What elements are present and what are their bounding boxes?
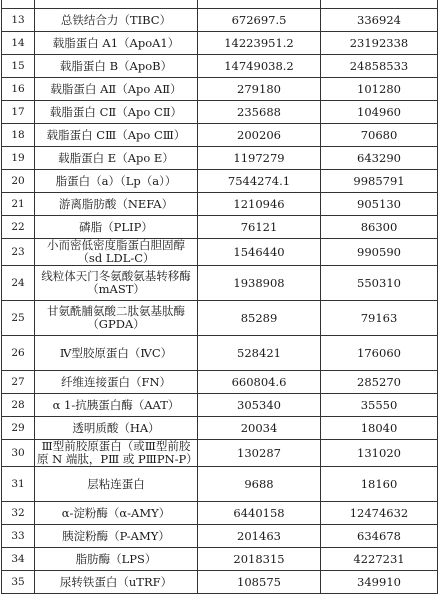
item-name-cell: 甘氨酰脯氨酸二肽氨基肽酶（GPDA） <box>35 301 198 336</box>
value-a-cell: 20034 <box>198 417 321 440</box>
table-row <box>2 394 438 417</box>
row-number-cell: 25 <box>2 301 35 336</box>
row-number-cell: 29 <box>2 417 35 440</box>
item-name-cell: 载脂蛋白 CⅡ（Apo CⅡ） <box>35 101 198 124</box>
table-row <box>2 9 438 32</box>
item-name-cell: 游离脂肪酸（NEFA） <box>35 193 198 216</box>
value-a-cell: 672697.5 <box>198 9 321 32</box>
item-name-cell: 载脂蛋白 B（ApoB） <box>35 55 198 78</box>
row-number-cell: 30 <box>2 440 35 467</box>
table-row <box>2 239 438 266</box>
value-b-cell: 104960 <box>321 101 438 124</box>
value-b-cell: 86300 <box>321 216 438 239</box>
table-row <box>2 55 438 78</box>
table-row <box>2 548 438 571</box>
table-row <box>2 101 438 124</box>
value-b-cell: 24858533 <box>321 55 438 78</box>
value-b-cell: 70680 <box>321 124 438 147</box>
table-row <box>2 371 438 394</box>
value-a-cell: 528421 <box>198 336 321 371</box>
row-number-cell: 28 <box>2 394 35 417</box>
row-number-cell: 33 <box>2 525 35 548</box>
value-a-cell: 200206 <box>198 124 321 147</box>
value-a-cell: 7544274.1 <box>198 170 321 193</box>
item-name-cell: 载脂蛋白 AⅡ（Apo AⅡ） <box>35 78 198 101</box>
row-number-cell: 21 <box>2 193 35 216</box>
item-name-cell: 磷脂（PLIP） <box>35 216 198 239</box>
value-b-cell: 176060 <box>321 336 438 371</box>
value-b-cell: 35550 <box>321 394 438 417</box>
value-b-cell: 18160 <box>321 467 438 502</box>
value-a-cell: 1546440 <box>198 239 321 266</box>
value-a-cell: 108575 <box>198 571 321 594</box>
row-number-cell: 27 <box>2 371 35 394</box>
table-row <box>2 32 438 55</box>
value-b-cell: 9985791 <box>321 170 438 193</box>
value-b-cell: 4227231 <box>321 548 438 571</box>
table-row-partial <box>2 0 438 9</box>
value-a-cell: 1197279 <box>198 147 321 170</box>
value-b-cell: 905130 <box>321 193 438 216</box>
value-b-cell: 18040 <box>321 417 438 440</box>
table-row <box>2 336 438 371</box>
item-name-cell: 胰淀粉酶（P-AMY） <box>35 525 198 548</box>
row-number-cell: 20 <box>2 170 35 193</box>
row-number-cell: 16 <box>2 78 35 101</box>
row-number-cell: 26 <box>2 336 35 371</box>
row-number-cell: 19 <box>2 147 35 170</box>
item-name-cell <box>35 0 198 9</box>
item-name-cell: 纤维连接蛋白（FN） <box>35 371 198 394</box>
row-number-cell: 24 <box>2 266 35 301</box>
table-row <box>2 301 438 336</box>
value-a-cell: 2018315 <box>198 548 321 571</box>
table-row <box>2 417 438 440</box>
item-name-cell: 透明质酸（HA） <box>35 417 198 440</box>
item-name-cell: α-淀粉酶（α-AMY） <box>35 502 198 525</box>
item-name-cell: 总铁结合力（TIBC） <box>35 9 198 32</box>
item-name-cell: 层粘连蛋白 <box>35 467 198 502</box>
row-number-cell: 13 <box>2 9 35 32</box>
table-row <box>2 78 438 101</box>
value-a-cell: 130287 <box>198 440 321 467</box>
table-row <box>2 266 438 301</box>
table-row <box>2 170 438 193</box>
table-row <box>2 147 438 170</box>
value-a-cell: 76121 <box>198 216 321 239</box>
value-a-cell: 235688 <box>198 101 321 124</box>
row-number-cell: 15 <box>2 55 35 78</box>
row-number-cell: 32 <box>2 502 35 525</box>
item-name-cell: Ⅲ型前胶原蛋白（或Ⅲ型前胶原 N 端肽，PⅢ 或 PⅢPN-P） <box>35 440 198 467</box>
value-a-cell: 85289 <box>198 301 321 336</box>
row-number-cell: 35 <box>2 571 35 594</box>
value-a-cell: 201463 <box>198 525 321 548</box>
table-row <box>2 193 438 216</box>
value-a-cell: 6440158 <box>198 502 321 525</box>
value-a-cell: 1210946 <box>198 193 321 216</box>
table-row <box>2 467 438 502</box>
value-b-cell: 12474632 <box>321 502 438 525</box>
table-row <box>2 525 438 548</box>
value-a-cell: 14749038.2 <box>198 55 321 78</box>
value-a-cell: 14223951.2 <box>198 32 321 55</box>
value-b-cell: 349910 <box>321 571 438 594</box>
item-name-cell: Ⅳ型胶原蛋白（ⅣC） <box>35 336 198 371</box>
value-b-cell: 79163 <box>321 301 438 336</box>
value-b-cell <box>321 0 438 9</box>
value-b-cell: 336924 <box>321 9 438 32</box>
row-number-cell: 14 <box>2 32 35 55</box>
value-b-cell: 23192338 <box>321 32 438 55</box>
table-row <box>2 502 438 525</box>
value-a-cell: 1938908 <box>198 266 321 301</box>
row-number-cell <box>2 0 35 9</box>
item-name-cell: 载脂蛋白 CⅢ（Apo CⅢ） <box>35 124 198 147</box>
item-name-cell: 脂肪酶（LPS） <box>35 548 198 571</box>
item-name-cell: 载脂蛋白 A1（ApoA1） <box>35 32 198 55</box>
row-number-cell: 17 <box>2 101 35 124</box>
row-number-cell: 34 <box>2 548 35 571</box>
table-row <box>2 571 438 594</box>
table-body <box>2 0 438 594</box>
item-name-cell: α 1-抗胰蛋白酶（AAT） <box>35 394 198 417</box>
row-number-cell: 22 <box>2 216 35 239</box>
row-number-cell: 18 <box>2 124 35 147</box>
value-b-cell: 634678 <box>321 525 438 548</box>
data-table <box>1 0 438 594</box>
item-name-cell: 尿转铁蛋白（uTRF） <box>35 571 198 594</box>
item-name-cell: 脂蛋白（a）（Lp（a）） <box>35 170 198 193</box>
row-number-cell: 23 <box>2 239 35 266</box>
value-b-cell: 550310 <box>321 266 438 301</box>
table-row <box>2 124 438 147</box>
item-name-cell: 载脂蛋白 E（Apo E） <box>35 147 198 170</box>
value-a-cell: 305340 <box>198 394 321 417</box>
value-a-cell <box>198 0 321 9</box>
value-b-cell: 131020 <box>321 440 438 467</box>
value-a-cell: 279180 <box>198 78 321 101</box>
table-row <box>2 216 438 239</box>
value-a-cell: 660804.6 <box>198 371 321 394</box>
value-b-cell: 285270 <box>321 371 438 394</box>
table-row <box>2 440 438 467</box>
row-number-cell: 31 <box>2 467 35 502</box>
value-a-cell: 9688 <box>198 467 321 502</box>
item-name-cell: 小而密低密度脂蛋白胆固醇（sd LDL-C） <box>35 239 198 266</box>
item-name-cell: 线粒体天门冬氨酸氨基转移酶（mAST） <box>35 266 198 301</box>
value-b-cell: 643290 <box>321 147 438 170</box>
value-b-cell: 990590 <box>321 239 438 266</box>
value-b-cell: 101280 <box>321 78 438 101</box>
